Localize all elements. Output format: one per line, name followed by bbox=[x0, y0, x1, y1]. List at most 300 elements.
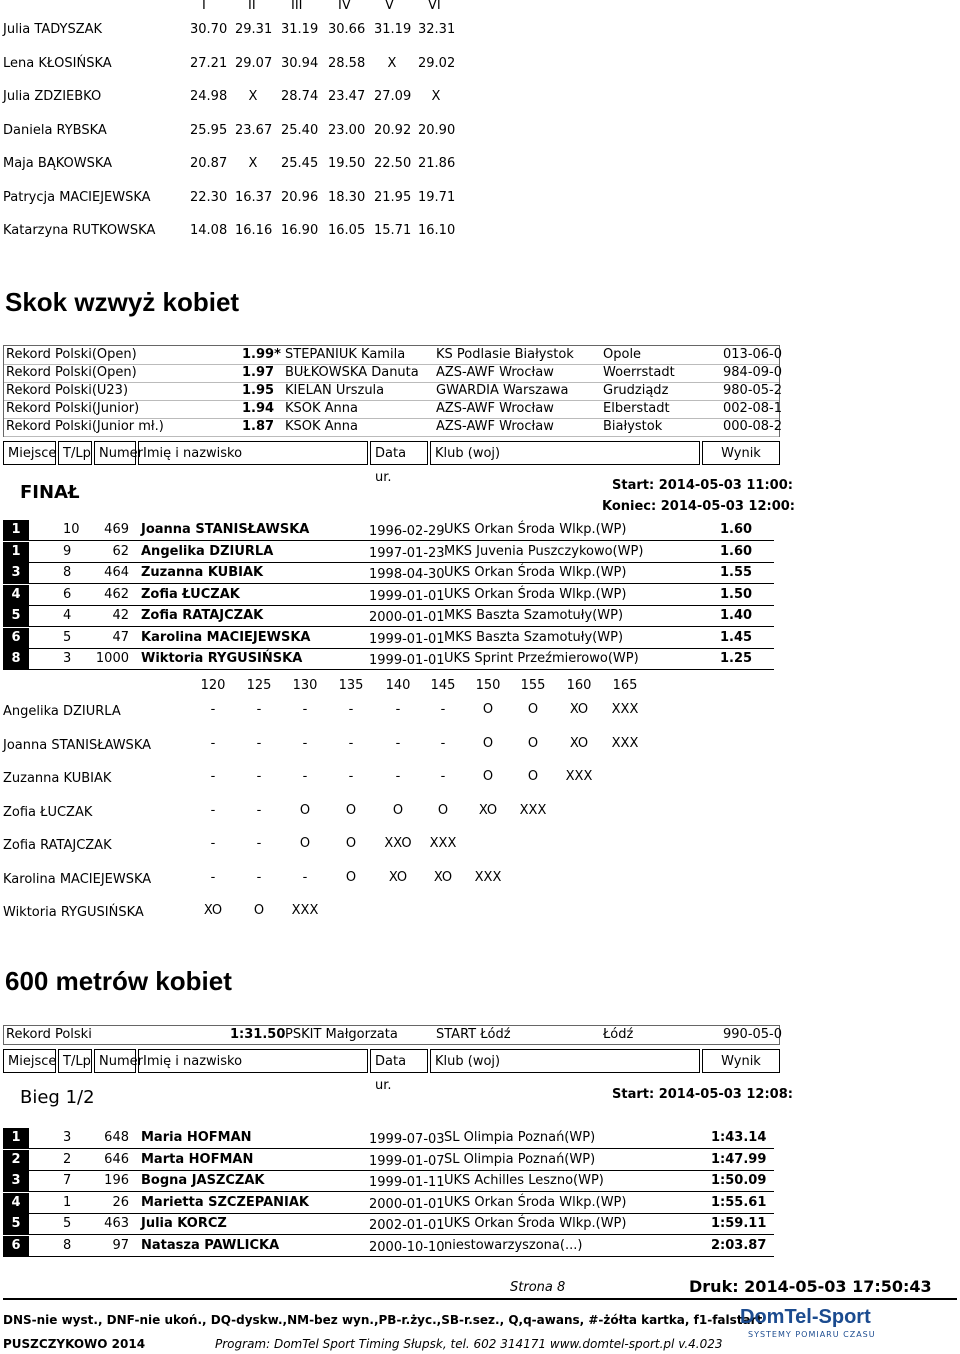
record-result: 1.94 bbox=[242, 401, 275, 416]
club-name: SL Olimpia Poznań(WP) bbox=[444, 1130, 596, 1145]
record-label: Rekord Polski(Open) bbox=[6, 365, 137, 380]
attempt-mark: - bbox=[395, 702, 401, 717]
attempt-mark: O bbox=[527, 769, 539, 784]
bib-number: 1000 bbox=[95, 651, 129, 666]
attempt-mark: 29.02 bbox=[418, 55, 456, 71]
record-label: Rekord Polski bbox=[6, 1027, 92, 1042]
attempt-mark: X bbox=[248, 156, 258, 171]
attempt-mark: 20.96 bbox=[281, 189, 319, 205]
attempt-mark: 31.19 bbox=[281, 22, 319, 37]
results-header bbox=[3, 1049, 780, 1093]
attempt-mark: 30.94 bbox=[281, 55, 319, 71]
header-lp: T/Lp bbox=[58, 441, 92, 465]
attempt-mark: XO bbox=[388, 869, 408, 885]
place-badge: 3 bbox=[3, 563, 29, 583]
record-athlete: STEPANIUK Kamila bbox=[285, 347, 406, 362]
attempt-mark: XO bbox=[478, 802, 498, 818]
result-value: 1:59.11 bbox=[711, 1216, 767, 1231]
lane-number: 5 bbox=[63, 1216, 72, 1231]
venue: PUSZCZYKOWO 2014 bbox=[3, 1337, 146, 1351]
result-value: 1:55.61 bbox=[711, 1194, 767, 1210]
col-header: II bbox=[248, 0, 256, 13]
table-row bbox=[3, 1193, 774, 1214]
attempt-mark: 28.74 bbox=[281, 89, 319, 104]
bib-number: 97 bbox=[112, 1237, 129, 1253]
record-club: AZS-AWF Wrocław bbox=[436, 401, 554, 416]
bib-number: 646 bbox=[104, 1151, 129, 1167]
place-badge: 4 bbox=[3, 585, 29, 605]
attempt-mark: 25.45 bbox=[281, 156, 319, 171]
attempt-mark: 29.31 bbox=[235, 22, 273, 37]
record-row bbox=[4, 1026, 781, 1044]
header-dob: Data ur. bbox=[370, 441, 428, 465]
attempt-mark: O bbox=[482, 769, 494, 784]
attempt-mark: O bbox=[253, 903, 265, 918]
lane-number: 9 bbox=[63, 543, 72, 559]
attempt-mark: 20.87 bbox=[190, 156, 228, 171]
attempt-mark: O bbox=[482, 702, 494, 717]
height-label: 160 bbox=[566, 678, 592, 693]
attempt-mark: 16.05 bbox=[328, 223, 366, 238]
athlete-name: Angelika DZIURLA bbox=[141, 543, 274, 559]
record-row bbox=[4, 382, 783, 401]
lane-number: 8 bbox=[63, 565, 72, 580]
athlete-name: Zofia RATAJCZAK bbox=[141, 608, 264, 623]
bib-number: 196 bbox=[104, 1173, 129, 1188]
height-label: 135 bbox=[338, 678, 364, 693]
record-date: 984-09-0 bbox=[723, 365, 783, 380]
table-row bbox=[3, 1171, 774, 1192]
record-place: Białystok bbox=[603, 419, 663, 434]
height-label: 120 bbox=[200, 678, 226, 693]
record-label: Rekord Polski(Junior) bbox=[6, 401, 140, 416]
attempt-mark: O bbox=[345, 836, 357, 851]
athlete-name: Natasza PAWLICKA bbox=[141, 1237, 280, 1253]
col-header: VI bbox=[428, 0, 441, 13]
athlete-name: Marietta SZCZEPANIAK bbox=[141, 1194, 310, 1210]
attempt-mark: - bbox=[210, 836, 216, 851]
birth-date: 1996-02-29 bbox=[369, 524, 445, 539]
result-value: 1.50 bbox=[720, 586, 753, 602]
attempt-mark: 21.86 bbox=[418, 156, 456, 171]
place-badge: 6 bbox=[3, 1236, 29, 1256]
birth-date: 1998-04-30 bbox=[369, 567, 445, 582]
records-block bbox=[3, 345, 783, 437]
athlete-name: Angelika DZIURLA bbox=[3, 704, 121, 719]
attempt-mark: - bbox=[302, 702, 308, 717]
footer-rule bbox=[3, 1298, 957, 1300]
lane-number: 3 bbox=[63, 1130, 72, 1145]
record-place: Opole bbox=[603, 347, 642, 362]
lane-number: 2 bbox=[63, 1151, 72, 1167]
attempt-mark: XXX bbox=[611, 702, 639, 717]
athlete-name: Julia KORCZ bbox=[141, 1216, 227, 1231]
record-row bbox=[4, 400, 783, 419]
attempt-mark: - bbox=[256, 869, 262, 885]
athlete-name: Bogna JASZCZAK bbox=[141, 1173, 265, 1188]
record-athlete: KIELAN Urszula bbox=[285, 383, 385, 398]
attempt-mark: XXX bbox=[611, 735, 639, 751]
lane-number: 3 bbox=[63, 651, 72, 666]
birth-date: 1999-01-11 bbox=[369, 1175, 445, 1190]
header-number: Numer bbox=[94, 441, 136, 465]
attempt-mark: - bbox=[256, 702, 262, 717]
athlete-name: Zofia ŁUCZAK bbox=[3, 804, 93, 820]
attempt-mark: 22.30 bbox=[190, 189, 228, 205]
discus-header bbox=[0, 0, 960, 14]
logo-subtitle: SYSTEMY POMIARU CZASU bbox=[748, 1330, 876, 1339]
club-name: UKS Sprint Przeźmierowo(WP) bbox=[444, 651, 639, 666]
attempt-mark: - bbox=[348, 769, 354, 784]
attempt-mark: - bbox=[395, 735, 401, 751]
record-date: 000-08-2 bbox=[723, 419, 783, 434]
athlete-name: Lena KŁOSIŃSKA bbox=[3, 55, 112, 71]
attempt-mark: 23.47 bbox=[328, 89, 366, 104]
print-date: Druk: 2014-05-03 17:50:43 bbox=[689, 1277, 932, 1296]
birth-date: 2000-01-01 bbox=[369, 1196, 445, 1212]
header-result: Wynik bbox=[702, 1049, 780, 1073]
lane-number: 6 bbox=[63, 586, 72, 602]
result-value: 1.55 bbox=[720, 565, 753, 580]
table-row bbox=[3, 649, 774, 670]
place-badge: 4 bbox=[3, 1193, 29, 1213]
attempt-mark: XXX bbox=[429, 836, 457, 851]
col-header: I bbox=[202, 0, 206, 13]
header-dob: Data ur. bbox=[370, 1049, 428, 1073]
header-name: Imię i nazwisko bbox=[138, 1049, 368, 1073]
attempt-mark: 20.90 bbox=[418, 122, 456, 138]
height-label: 155 bbox=[520, 678, 546, 693]
attempt-mark: 31.19 bbox=[374, 22, 412, 37]
attempt-mark: 19.71 bbox=[418, 189, 456, 205]
header-place: Miejsce bbox=[3, 441, 56, 465]
athlete-name: Zuzanna KUBIAK bbox=[3, 771, 112, 786]
table-row bbox=[3, 1150, 774, 1171]
lane-number: 1 bbox=[63, 1194, 72, 1210]
attempt-mark: - bbox=[210, 869, 216, 885]
club-name: UKS Orkan Środa Wlkp.(WP) bbox=[444, 586, 627, 602]
bib-number: 42 bbox=[112, 608, 129, 623]
attempt-mark: XO bbox=[203, 903, 223, 918]
birth-date: 1999-01-07 bbox=[369, 1153, 445, 1169]
attempt-mark: XO bbox=[433, 869, 453, 885]
bib-number: 26 bbox=[112, 1194, 129, 1210]
attempt-mark: 25.95 bbox=[190, 122, 228, 138]
attempt-mark: - bbox=[256, 836, 262, 851]
attempt-mark: 27.21 bbox=[190, 55, 228, 71]
record-club: AZS-AWF Wrocław bbox=[436, 365, 554, 380]
table-row bbox=[3, 1214, 774, 1235]
place-badge: 1 bbox=[3, 542, 29, 562]
attempt-mark: XXX bbox=[474, 869, 502, 885]
athlete-name: Katarzyna RUTKOWSKA bbox=[3, 223, 156, 238]
athlete-name: Patrycja MACIEJEWSKA bbox=[3, 189, 151, 205]
attempt-mark: 23.00 bbox=[328, 122, 366, 138]
place-badge: 6 bbox=[3, 628, 29, 648]
attempt-mark: - bbox=[348, 735, 354, 751]
record-result: 1.87 bbox=[242, 419, 275, 434]
record-date: 013-06-0 bbox=[723, 347, 783, 362]
birth-date: 2000-10-10 bbox=[369, 1239, 445, 1255]
athlete-name: Wiktoria RYGUSIŃSKA bbox=[3, 905, 144, 920]
athlete-name: Karolina MACIEJEWSKA bbox=[141, 629, 311, 645]
attempt-mark: XXX bbox=[519, 802, 547, 818]
attempt-mark: XXO bbox=[384, 836, 412, 851]
attempt-mark: - bbox=[302, 869, 308, 885]
legend: DNS-nie wyst., DNF-nie ukoń., DQ-dyskw.,NM-bez wyn.,PB-r.życ.,SB-r.sez., Q,q-awans, #-żółta kartka, f1-falstart bbox=[3, 1313, 763, 1327]
attempt-mark: 18.30 bbox=[328, 189, 366, 205]
record-date: 002-08-1 bbox=[723, 401, 783, 416]
attempt-mark: 30.70 bbox=[190, 22, 228, 37]
section-title: Skok wzwyż kobiet bbox=[5, 287, 240, 317]
attempt-mark: 21.95 bbox=[374, 189, 412, 205]
club-name: UKS Achilles Leszno(WP) bbox=[444, 1173, 604, 1188]
record-athlete: PSKIT Małgorzata bbox=[285, 1027, 398, 1042]
result-value: 1.60 bbox=[720, 543, 753, 559]
attempt-mark: O bbox=[437, 802, 449, 818]
record-athlete: KSOK Anna bbox=[285, 419, 359, 434]
athlete-name: Maja BĄKOWSKA bbox=[3, 156, 113, 171]
record-place: Grudziądz bbox=[603, 383, 669, 398]
record-date: 980-05-2 bbox=[723, 383, 783, 398]
table-row bbox=[3, 1236, 774, 1257]
club-name: UKS Orkan Środa Wlkp.(WP) bbox=[444, 565, 627, 580]
result-value: 1.40 bbox=[720, 608, 753, 623]
record-athlete: BUŁKOWSKA Danuta bbox=[285, 365, 419, 380]
record-result: 1.99* bbox=[242, 347, 281, 362]
attempt-mark: 24.98 bbox=[190, 89, 228, 104]
attempt-mark: - bbox=[440, 702, 446, 717]
athlete-name: Marta HOFMAN bbox=[141, 1151, 254, 1167]
attempt-mark: - bbox=[210, 769, 216, 784]
result-value: 1.45 bbox=[720, 629, 753, 645]
section-title: 600 metrów kobiet bbox=[5, 966, 232, 996]
table-row bbox=[3, 542, 774, 563]
attempt-mark: 28.58 bbox=[328, 55, 366, 71]
records-block bbox=[3, 1025, 783, 1045]
start-time: Start: 2014-05-03 11:00: bbox=[612, 478, 793, 493]
record-row bbox=[4, 418, 783, 437]
attempt-mark: - bbox=[302, 735, 308, 751]
table-row bbox=[3, 520, 774, 541]
attempt-mark: XO bbox=[569, 702, 589, 717]
col-header: V bbox=[385, 0, 394, 13]
attempt-mark: XXX bbox=[291, 903, 319, 918]
place-badge: 8 bbox=[3, 649, 29, 669]
attempt-mark: O bbox=[345, 802, 357, 818]
attempt-mark: - bbox=[302, 769, 308, 784]
lane-number: 8 bbox=[63, 1237, 72, 1253]
place-badge: 2 bbox=[3, 1150, 29, 1170]
bib-number: 469 bbox=[104, 522, 129, 537]
attempt-mark: 16.10 bbox=[418, 223, 456, 238]
logo-text: DomTel-Sport bbox=[740, 1306, 871, 1328]
athlete-name: Karolina MACIEJEWSKA bbox=[3, 871, 152, 887]
attempt-mark: 16.16 bbox=[235, 223, 273, 238]
attempt-mark: X bbox=[248, 89, 258, 104]
bib-number: 47 bbox=[112, 629, 129, 645]
result-value: 1:50.09 bbox=[711, 1173, 767, 1188]
header-number: Numer bbox=[94, 1049, 136, 1073]
attempt-mark: - bbox=[210, 735, 216, 751]
table-row bbox=[3, 585, 774, 606]
lane-number: 10 bbox=[63, 522, 80, 537]
header-lp: T/Lp bbox=[58, 1049, 92, 1073]
record-label: Rekord Polski(U23) bbox=[6, 383, 129, 398]
bib-number: 62 bbox=[112, 543, 129, 559]
program-info: Program: DomTel Sport Timing Słupsk, tel. 602 314171 www.domtel-sport.pl v.4.023 bbox=[215, 1337, 723, 1351]
record-club: START Łódź bbox=[436, 1027, 511, 1042]
attempt-mark: - bbox=[440, 769, 446, 784]
result-value: 1.25 bbox=[720, 651, 753, 666]
attempt-mark: 20.92 bbox=[374, 122, 412, 138]
attempt-mark: - bbox=[210, 802, 216, 818]
birth-date: 2000-01-01 bbox=[369, 610, 445, 625]
attempt-mark: - bbox=[210, 702, 216, 717]
attempt-mark: O bbox=[345, 869, 357, 885]
attempt-mark: O bbox=[299, 802, 311, 818]
attempt-mark: O bbox=[299, 836, 311, 851]
record-result: 1.97 bbox=[242, 365, 275, 380]
attempt-mark: 29.07 bbox=[235, 55, 273, 71]
club-name: MKS Juvenia Puszczykowo(WP) bbox=[444, 543, 644, 559]
record-result: 1:31.50 bbox=[230, 1027, 286, 1042]
record-place: Elberstadt bbox=[603, 401, 670, 416]
attempt-mark: 16.90 bbox=[281, 223, 319, 238]
attempt-mark: 22.50 bbox=[374, 156, 412, 171]
table-row bbox=[3, 628, 774, 649]
end-time: Koniec: 2014-05-03 12:00: bbox=[602, 499, 795, 514]
bib-number: 462 bbox=[104, 586, 129, 602]
record-row bbox=[4, 346, 783, 365]
club-name: UKS Orkan Środa Wlkp.(WP) bbox=[444, 1194, 627, 1210]
athlete-name: Maria HOFMAN bbox=[141, 1130, 252, 1145]
club-name: MKS Baszta Szamotuły(WP) bbox=[444, 608, 624, 623]
height-label: 130 bbox=[292, 678, 318, 693]
attempt-mark: 16.37 bbox=[235, 189, 273, 205]
birth-date: 1997-01-23 bbox=[369, 545, 445, 561]
record-place: Woerrstadt bbox=[603, 365, 675, 380]
result-value: 1:43.14 bbox=[711, 1130, 767, 1145]
club-name: MKS Baszta Szamotuły(WP) bbox=[444, 629, 624, 645]
height-label: 125 bbox=[246, 678, 272, 693]
round-title: Bieg 1/2 bbox=[20, 1087, 95, 1108]
round-title: FINAŁ bbox=[20, 482, 80, 503]
attempt-mark: O bbox=[392, 802, 404, 818]
record-club: GWARDIA Warszawa bbox=[436, 383, 569, 398]
height-label: 150 bbox=[475, 678, 501, 693]
lane-number: 5 bbox=[63, 629, 72, 645]
place-badge: 1 bbox=[3, 520, 29, 540]
result-value: 2:03.87 bbox=[711, 1237, 767, 1253]
attempt-mark: O bbox=[482, 735, 494, 751]
athlete-name: Julia ZDZIEBKO bbox=[3, 89, 102, 104]
result-value: 1:47.99 bbox=[711, 1151, 767, 1167]
attempt-mark: O bbox=[527, 702, 539, 717]
attempt-mark: X bbox=[387, 55, 397, 71]
attempt-mark: - bbox=[348, 702, 354, 717]
attempt-mark: X bbox=[431, 89, 441, 104]
athlete-name: Joanna STANISŁAWSKA bbox=[141, 522, 310, 537]
birth-date: 1999-01-01 bbox=[369, 653, 445, 668]
attempt-mark: 25.40 bbox=[281, 122, 319, 138]
header-name: Imię i nazwisko bbox=[138, 441, 368, 465]
attempt-mark: O bbox=[527, 735, 539, 751]
results-header bbox=[3, 441, 780, 485]
athlete-name: Wiktoria RYGUSIŃSKA bbox=[141, 651, 303, 666]
athlete-name: Zofia ŁUCZAK bbox=[141, 586, 240, 602]
birth-date: 1999-07-03 bbox=[369, 1132, 445, 1147]
club-name: UKS Orkan Środa Wlkp.(WP) bbox=[444, 522, 627, 537]
athlete-name: Zuzanna KUBIAK bbox=[141, 565, 264, 580]
attempt-mark: - bbox=[440, 735, 446, 751]
record-place: Łódź bbox=[603, 1027, 634, 1042]
table-row bbox=[3, 1128, 774, 1149]
attempt-mark: 30.66 bbox=[328, 22, 366, 37]
record-row bbox=[4, 364, 783, 383]
attempt-mark: - bbox=[256, 769, 262, 784]
record-athlete: KSOK Anna bbox=[285, 401, 359, 416]
attempt-mark: XO bbox=[569, 735, 589, 751]
height-label: 145 bbox=[430, 678, 456, 693]
domtel-logo bbox=[740, 1306, 920, 1342]
birth-date: 1999-01-01 bbox=[369, 631, 445, 647]
attempt-mark: 15.71 bbox=[374, 223, 412, 238]
result-value: 1.60 bbox=[720, 522, 753, 537]
table-row bbox=[3, 606, 774, 627]
header-result: Wynik bbox=[702, 441, 780, 465]
attempt-mark: - bbox=[395, 769, 401, 784]
height-label: 140 bbox=[385, 678, 411, 693]
club-name: niestowarzyszona(...) bbox=[444, 1237, 583, 1253]
bib-number: 463 bbox=[104, 1216, 129, 1231]
athlete-name: Daniela RYBSKA bbox=[3, 122, 107, 138]
attempt-mark: 27.09 bbox=[374, 89, 412, 104]
lane-number: 4 bbox=[63, 608, 72, 623]
attempt-mark: 14.08 bbox=[190, 223, 228, 238]
col-header: III bbox=[291, 0, 303, 13]
place-badge: 3 bbox=[3, 1171, 29, 1191]
bib-number: 464 bbox=[104, 565, 129, 580]
header-club: Klub (woj) bbox=[430, 1049, 700, 1073]
record-result: 1.95 bbox=[242, 383, 275, 398]
place-badge: 5 bbox=[3, 1214, 29, 1234]
birth-date: 1999-01-01 bbox=[369, 588, 445, 604]
start-time: Start: 2014-05-03 12:08: bbox=[612, 1087, 793, 1102]
attempt-mark: 32.31 bbox=[418, 22, 456, 37]
col-header: IV bbox=[338, 0, 351, 13]
athlete-name: Joanna STANISŁAWSKA bbox=[3, 737, 152, 753]
club-name: SL Olimpia Poznań(WP) bbox=[444, 1151, 596, 1167]
table-row bbox=[3, 563, 774, 584]
attempt-mark: - bbox=[256, 802, 262, 818]
page-number: Strona 8 bbox=[510, 1280, 566, 1295]
place-badge: 1 bbox=[3, 1128, 29, 1148]
record-label: Rekord Polski(Open) bbox=[6, 347, 137, 362]
discus-table bbox=[0, 22, 480, 252]
height-label: 165 bbox=[612, 678, 638, 693]
attempt-mark: 23.67 bbox=[235, 122, 273, 138]
record-label: Rekord Polski(Junior mł.) bbox=[6, 419, 164, 434]
header-club: Klub (woj) bbox=[430, 441, 700, 465]
athlete-name: Zofia RATAJCZAK bbox=[3, 838, 112, 853]
attempt-mark: - bbox=[256, 735, 262, 751]
attempt-mark: 19.50 bbox=[328, 156, 366, 171]
lane-number: 7 bbox=[63, 1173, 72, 1188]
record-club: KS Podlasie Białystok bbox=[436, 347, 574, 362]
birth-date: 2002-01-01 bbox=[369, 1218, 445, 1233]
athlete-name: Julia TADYSZAK bbox=[3, 22, 103, 37]
